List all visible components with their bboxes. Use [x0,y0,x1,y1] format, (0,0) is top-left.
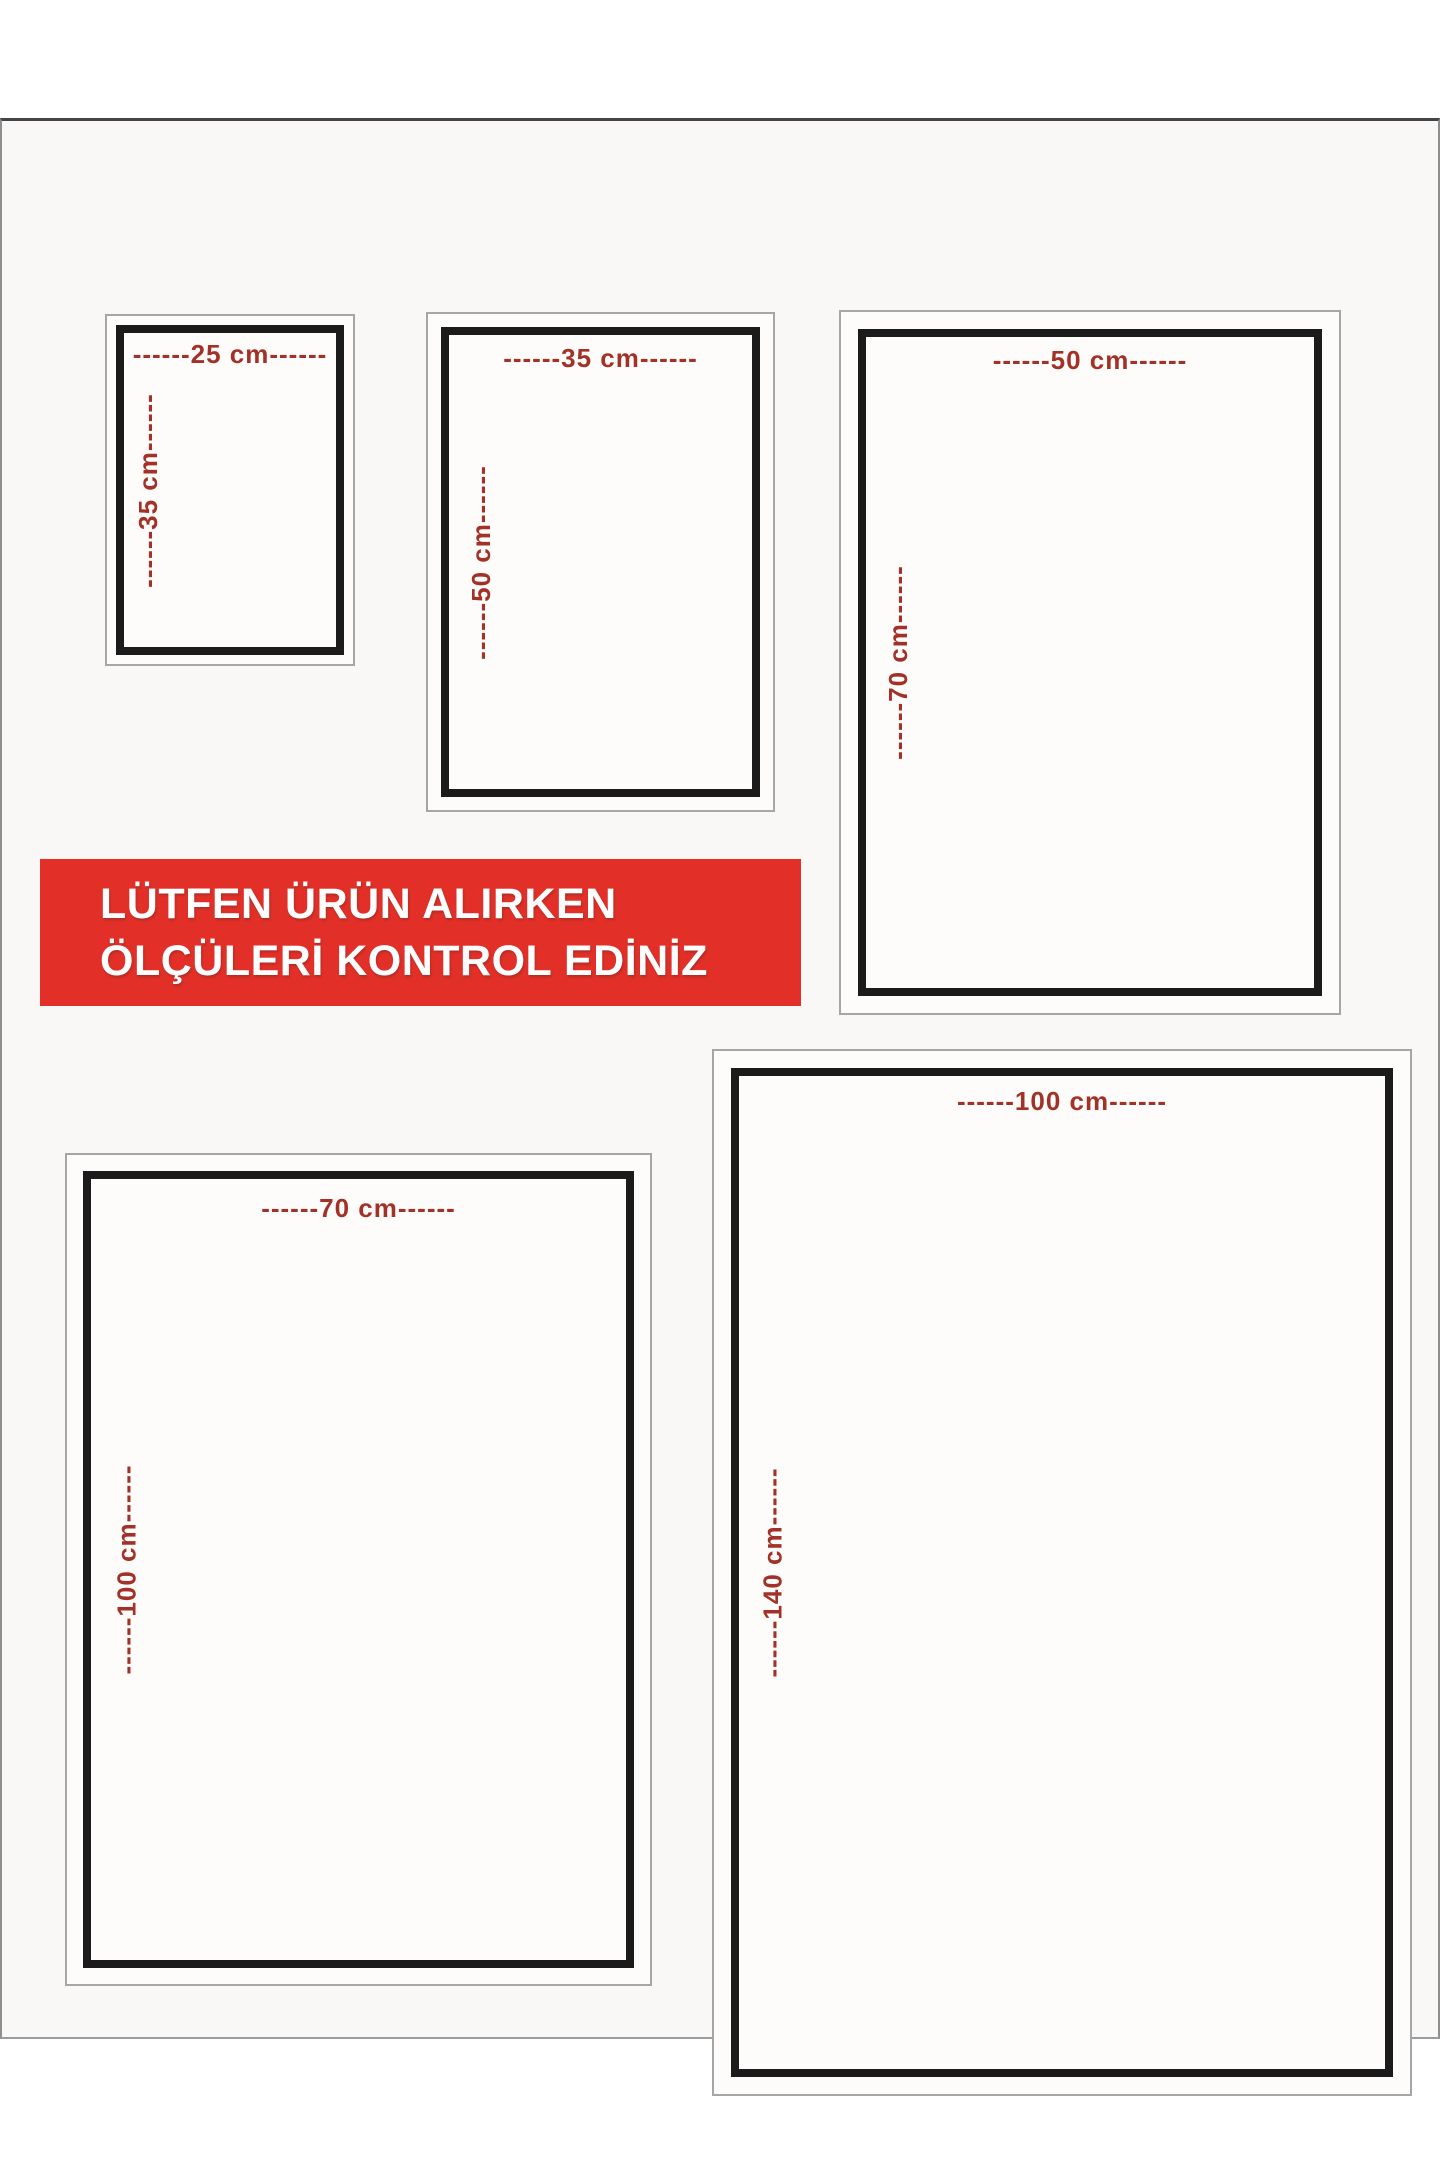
banner-line-2: ÖLÇÜLERİ KONTROL EDİNİZ [100,937,708,985]
size-frame-35x50 [426,312,775,812]
height-dimension-label-column [751,1076,795,2069]
height-dimension-label-column [459,335,503,789]
width-dimension-label: ------35 cm------ [503,343,698,373]
height-dimension-label-column [126,333,170,647]
size-box-70x100 [83,1171,634,1968]
height-dimension-label: ------100 cm------ [111,1464,142,1675]
size-frame-100x140 [712,1049,1412,2096]
height-dimension-label: ------140 cm------ [757,1467,788,1678]
height-dimension-label-column [876,337,920,988]
size-frame-70x100 [65,1153,652,1986]
width-dimension-label: ------25 cm------ [132,339,328,369]
width-dimension-label: ------50 cm------ [992,345,1188,375]
height-dimension-label-column [105,1179,149,1960]
size-frame-25x35 [105,314,355,666]
width-dimension-label: ------100 cm------ [956,1086,1168,1116]
size-box-100x140 [731,1068,1393,2077]
banner-line-1: LÜTFEN ÜRÜN ALIRKEN [100,880,617,928]
size-box-50x70 [858,329,1322,996]
width-dimension-label: ------70 cm------ [261,1193,456,1223]
measurement-warning-banner [40,859,801,1006]
size-frame-50x70 [839,310,1341,1015]
size-box-35x50 [441,327,760,797]
size-box-25x35 [116,325,344,655]
height-dimension-label: ------50 cm------ [465,464,496,660]
content-sheet [0,118,1440,2039]
height-dimension-label: ------35 cm------ [132,392,163,588]
height-dimension-label: ------70 cm------ [882,565,913,760]
